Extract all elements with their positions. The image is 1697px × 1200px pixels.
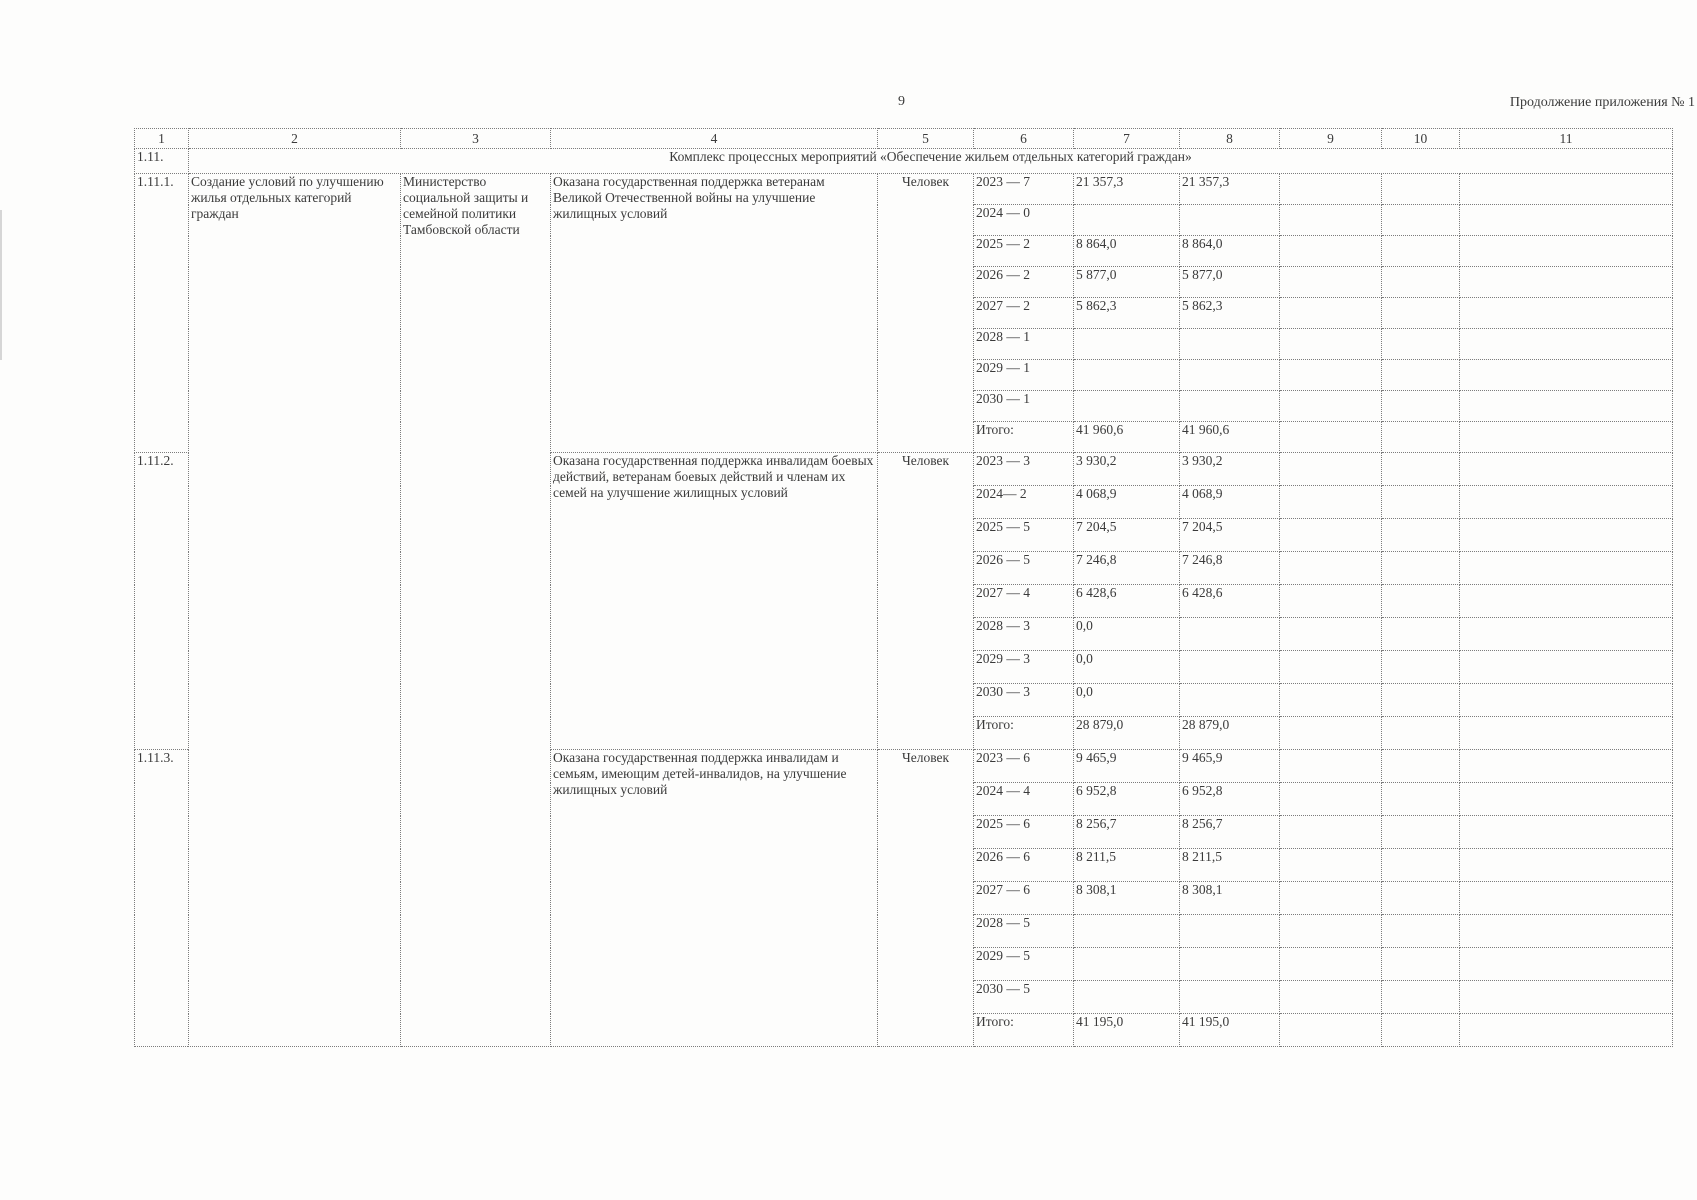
- empty-cell-11: [1460, 453, 1673, 486]
- empty-cell-9: [1280, 618, 1382, 651]
- funding-cell-8: [1180, 360, 1280, 391]
- item-unit: Человек: [878, 453, 974, 750]
- funding-cell-7: 8 256,7: [1074, 816, 1180, 849]
- empty-cell-11: [1460, 267, 1673, 298]
- empty-cell-9: [1280, 849, 1382, 882]
- empty-cell-9: [1280, 298, 1382, 329]
- empty-cell-11: [1460, 360, 1673, 391]
- empty-cell-9: [1280, 585, 1382, 618]
- empty-cell-11: [1460, 684, 1673, 717]
- funding-cell-7: 6 952,8: [1074, 783, 1180, 816]
- empty-cell-10: [1382, 1014, 1460, 1047]
- funding-cell-7: 0,0: [1074, 618, 1180, 651]
- column-number: 1: [135, 129, 189, 149]
- funding-cell-7: 0,0: [1074, 684, 1180, 717]
- funding-cell-8: 4 068,9: [1180, 486, 1280, 519]
- empty-cell-10: [1382, 783, 1460, 816]
- funding-cell-7: [1074, 915, 1180, 948]
- funding-cell-7: 28 879,0: [1074, 717, 1180, 750]
- responsible-executor: Министерство социальной защиты и семейной политики Тамбовской области: [401, 174, 551, 1047]
- empty-cell-10: [1382, 651, 1460, 684]
- empty-cell-11: [1460, 486, 1673, 519]
- empty-cell-11: [1460, 651, 1673, 684]
- funding-cell-8: [1180, 391, 1280, 422]
- funding-cell-8: 6 428,6: [1180, 585, 1280, 618]
- empty-cell-9: [1280, 750, 1382, 783]
- item-row: [135, 174, 1673, 205]
- empty-cell-11: [1460, 750, 1673, 783]
- empty-cell-10: [1382, 816, 1460, 849]
- empty-cell-10: [1382, 948, 1460, 981]
- funding-cell-7: 7 204,5: [1074, 519, 1180, 552]
- empty-cell-9: [1280, 981, 1382, 1014]
- empty-cell-10: [1382, 422, 1460, 453]
- funding-cell-7: 6 428,6: [1074, 585, 1180, 618]
- funding-cell-8: 7 246,8: [1180, 552, 1280, 585]
- empty-cell-10: [1382, 453, 1460, 486]
- year-count-cell: Итого:: [974, 422, 1074, 453]
- item-unit: Человек: [878, 174, 974, 453]
- empty-cell-9: [1280, 267, 1382, 298]
- empty-cell-9: [1280, 783, 1382, 816]
- funding-cell-7: 5 877,0: [1074, 267, 1180, 298]
- column-number: 9: [1280, 129, 1382, 149]
- empty-cell-9: [1280, 948, 1382, 981]
- table-body: [135, 129, 1673, 1047]
- empty-cell-10: [1382, 915, 1460, 948]
- empty-cell-10: [1382, 717, 1460, 750]
- funding-cell-8: [1180, 948, 1280, 981]
- year-count-cell: 2026 — 2: [974, 267, 1074, 298]
- funding-cell-8: 8 256,7: [1180, 816, 1280, 849]
- funding-cell-8: [1180, 205, 1280, 236]
- funding-cell-7: [1074, 360, 1180, 391]
- empty-cell-11: [1460, 1014, 1673, 1047]
- funding-cell-8: 8 308,1: [1180, 882, 1280, 915]
- page-number: 9: [898, 94, 905, 109]
- empty-cell-9: [1280, 453, 1382, 486]
- year-count-cell: 2023 — 3: [974, 453, 1074, 486]
- empty-cell-10: [1382, 618, 1460, 651]
- funding-cell-8: 8 864,0: [1180, 236, 1280, 267]
- funding-cell-8: 5 877,0: [1180, 267, 1280, 298]
- empty-cell-11: [1460, 205, 1673, 236]
- funding-cell-8: 28 879,0: [1180, 717, 1280, 750]
- funding-cell-8: 9 465,9: [1180, 750, 1280, 783]
- column-number: 2: [189, 129, 401, 149]
- funding-cell-7: 8 308,1: [1074, 882, 1180, 915]
- year-count-cell: 2028 — 1: [974, 329, 1074, 360]
- empty-cell-9: [1280, 236, 1382, 267]
- year-count-cell: 2027 — 2: [974, 298, 1074, 329]
- empty-cell-10: [1382, 205, 1460, 236]
- funding-cell-7: 5 862,3: [1074, 298, 1180, 329]
- funding-cell-7: 8 864,0: [1074, 236, 1180, 267]
- column-number: 5: [878, 129, 974, 149]
- empty-cell-11: [1460, 174, 1673, 205]
- empty-cell-10: [1382, 236, 1460, 267]
- funding-cell-8: [1180, 651, 1280, 684]
- empty-cell-9: [1280, 360, 1382, 391]
- empty-cell-9: [1280, 422, 1382, 453]
- year-count-cell: 2030 — 3: [974, 684, 1074, 717]
- funding-cell-8: [1180, 618, 1280, 651]
- funding-cell-7: 4 068,9: [1074, 486, 1180, 519]
- year-count-cell: 2025 — 6: [974, 816, 1074, 849]
- funding-cell-8: 21 357,3: [1180, 174, 1280, 205]
- funding-cell-7: [1074, 981, 1180, 1014]
- empty-cell-11: [1460, 618, 1673, 651]
- empty-cell-11: [1460, 948, 1673, 981]
- year-count-cell: 2029 — 3: [974, 651, 1074, 684]
- column-number: 6: [974, 129, 1074, 149]
- year-count-cell: 2023 — 6: [974, 750, 1074, 783]
- funding-cell-7: 7 246,8: [1074, 552, 1180, 585]
- empty-cell-11: [1460, 391, 1673, 422]
- empty-cell-10: [1382, 391, 1460, 422]
- empty-cell-9: [1280, 391, 1382, 422]
- empty-cell-11: [1460, 329, 1673, 360]
- funding-cell-7: [1074, 391, 1180, 422]
- empty-cell-10: [1382, 849, 1460, 882]
- empty-cell-11: [1460, 783, 1673, 816]
- empty-cell-9: [1280, 882, 1382, 915]
- empty-cell-9: [1280, 684, 1382, 717]
- empty-cell-11: [1460, 552, 1673, 585]
- year-count-cell: 2029 — 5: [974, 948, 1074, 981]
- funding-cell-7: 41 960,6: [1074, 422, 1180, 453]
- funding-cell-8: 41 195,0: [1180, 1014, 1280, 1047]
- funding-cell-8: 41 960,6: [1180, 422, 1280, 453]
- empty-cell-9: [1280, 519, 1382, 552]
- empty-cell-9: [1280, 717, 1382, 750]
- empty-cell-10: [1382, 750, 1460, 783]
- empty-cell-11: [1460, 717, 1673, 750]
- funding-cell-8: [1180, 684, 1280, 717]
- funding-cell-7: [1074, 948, 1180, 981]
- empty-cell-11: [1460, 422, 1673, 453]
- year-count-cell: 2024 — 0: [974, 205, 1074, 236]
- empty-cell-11: [1460, 849, 1673, 882]
- empty-cell-9: [1280, 174, 1382, 205]
- empty-cell-9: [1280, 1014, 1382, 1047]
- appendix-continuation-note: Продолжение приложения № 1: [1509, 95, 1695, 110]
- empty-cell-10: [1382, 298, 1460, 329]
- empty-cell-10: [1382, 519, 1460, 552]
- empty-cell-9: [1280, 329, 1382, 360]
- column-number-row: [135, 129, 1673, 149]
- year-count-cell: 2030 — 1: [974, 391, 1074, 422]
- funding-cell-7: 0,0: [1074, 651, 1180, 684]
- funding-cell-8: 5 862,3: [1180, 298, 1280, 329]
- funding-cell-8: [1180, 329, 1280, 360]
- empty-cell-10: [1382, 585, 1460, 618]
- year-count-cell: 2027 — 4: [974, 585, 1074, 618]
- empty-cell-10: [1382, 552, 1460, 585]
- empty-cell-11: [1460, 519, 1673, 552]
- section-row: [135, 149, 1673, 174]
- item-unit: Человек: [878, 750, 974, 1047]
- column-number: 7: [1074, 129, 1180, 149]
- funding-cell-8: 6 952,8: [1180, 783, 1280, 816]
- empty-cell-9: [1280, 816, 1382, 849]
- year-count-cell: 2030 — 5: [974, 981, 1074, 1014]
- empty-cell-10: [1382, 360, 1460, 391]
- year-count-cell: 2023 — 7: [974, 174, 1074, 205]
- empty-cell-10: [1382, 486, 1460, 519]
- empty-cell-11: [1460, 236, 1673, 267]
- task-description: Создание условий по улучшению жилья отдельных категорий граждан: [189, 174, 401, 1047]
- year-count-cell: 2028 — 5: [974, 915, 1074, 948]
- funding-cell-8: [1180, 981, 1280, 1014]
- year-count-cell: 2028 — 3: [974, 618, 1074, 651]
- year-count-cell: 2027 — 6: [974, 882, 1074, 915]
- funding-cell-7: 41 195,0: [1074, 1014, 1180, 1047]
- year-count-cell: 2025 — 2: [974, 236, 1074, 267]
- funding-cell-8: 7 204,5: [1180, 519, 1280, 552]
- funding-cell-7: 21 357,3: [1074, 174, 1180, 205]
- empty-cell-9: [1280, 486, 1382, 519]
- item-result: Оказана государственная поддержка инвалидам и семьям, имеющим детей-инвалидов, на улучшение жилищных условий: [551, 750, 878, 1047]
- funding-cell-7: 3 930,2: [1074, 453, 1180, 486]
- funding-cell-7: 8 211,5: [1074, 849, 1180, 882]
- column-number: 11: [1460, 129, 1673, 149]
- item-result: Оказана государственная поддержка инвалидам боевых действий, ветеранам боевых действий и членам их семей на улучшение жилищных условий: [551, 453, 878, 750]
- year-count-cell: 2024— 2: [974, 486, 1074, 519]
- column-number: 3: [401, 129, 551, 149]
- empty-cell-10: [1382, 329, 1460, 360]
- year-count-cell: 2024 — 4: [974, 783, 1074, 816]
- column-number: 4: [551, 129, 878, 149]
- item-number: 1.11.3.: [135, 750, 189, 1047]
- year-count-cell: 2026 — 6: [974, 849, 1074, 882]
- year-count-cell: 2025 — 5: [974, 519, 1074, 552]
- column-number: 10: [1382, 129, 1460, 149]
- item-number: 1.11.2.: [135, 453, 189, 750]
- empty-cell-10: [1382, 684, 1460, 717]
- empty-cell-10: [1382, 174, 1460, 205]
- funding-cell-8: 8 211,5: [1180, 849, 1280, 882]
- funding-cell-7: 9 465,9: [1074, 750, 1180, 783]
- empty-cell-9: [1280, 651, 1382, 684]
- measures-table: [134, 128, 1673, 1047]
- item-number: 1.11.1.: [135, 174, 189, 453]
- empty-cell-11: [1460, 981, 1673, 1014]
- funding-cell-7: [1074, 205, 1180, 236]
- section-title: Комплекс процессных мероприятий «Обеспечение жильем отдельных категорий граждан»: [189, 149, 1673, 174]
- empty-cell-9: [1280, 915, 1382, 948]
- empty-cell-11: [1460, 915, 1673, 948]
- funding-cell-7: [1074, 329, 1180, 360]
- empty-cell-11: [1460, 585, 1673, 618]
- year-count-cell: 2026 — 5: [974, 552, 1074, 585]
- scan-margin-mark: [0, 210, 2, 360]
- empty-cell-11: [1460, 298, 1673, 329]
- year-count-cell: Итого:: [974, 1014, 1074, 1047]
- empty-cell-11: [1460, 882, 1673, 915]
- empty-cell-10: [1382, 267, 1460, 298]
- year-count-cell: Итого:: [974, 717, 1074, 750]
- funding-cell-8: [1180, 915, 1280, 948]
- empty-cell-11: [1460, 816, 1673, 849]
- year-count-cell: 2029 — 1: [974, 360, 1074, 391]
- empty-cell-10: [1382, 882, 1460, 915]
- empty-cell-9: [1280, 552, 1382, 585]
- column-number: 8: [1180, 129, 1280, 149]
- empty-cell-9: [1280, 205, 1382, 236]
- section-number: 1.11.: [135, 149, 189, 174]
- funding-cell-8: 3 930,2: [1180, 453, 1280, 486]
- empty-cell-10: [1382, 981, 1460, 1014]
- item-result: Оказана государственная поддержка ветеранам Великой Отечественной войны на улучшение жилищных условий: [551, 174, 878, 453]
